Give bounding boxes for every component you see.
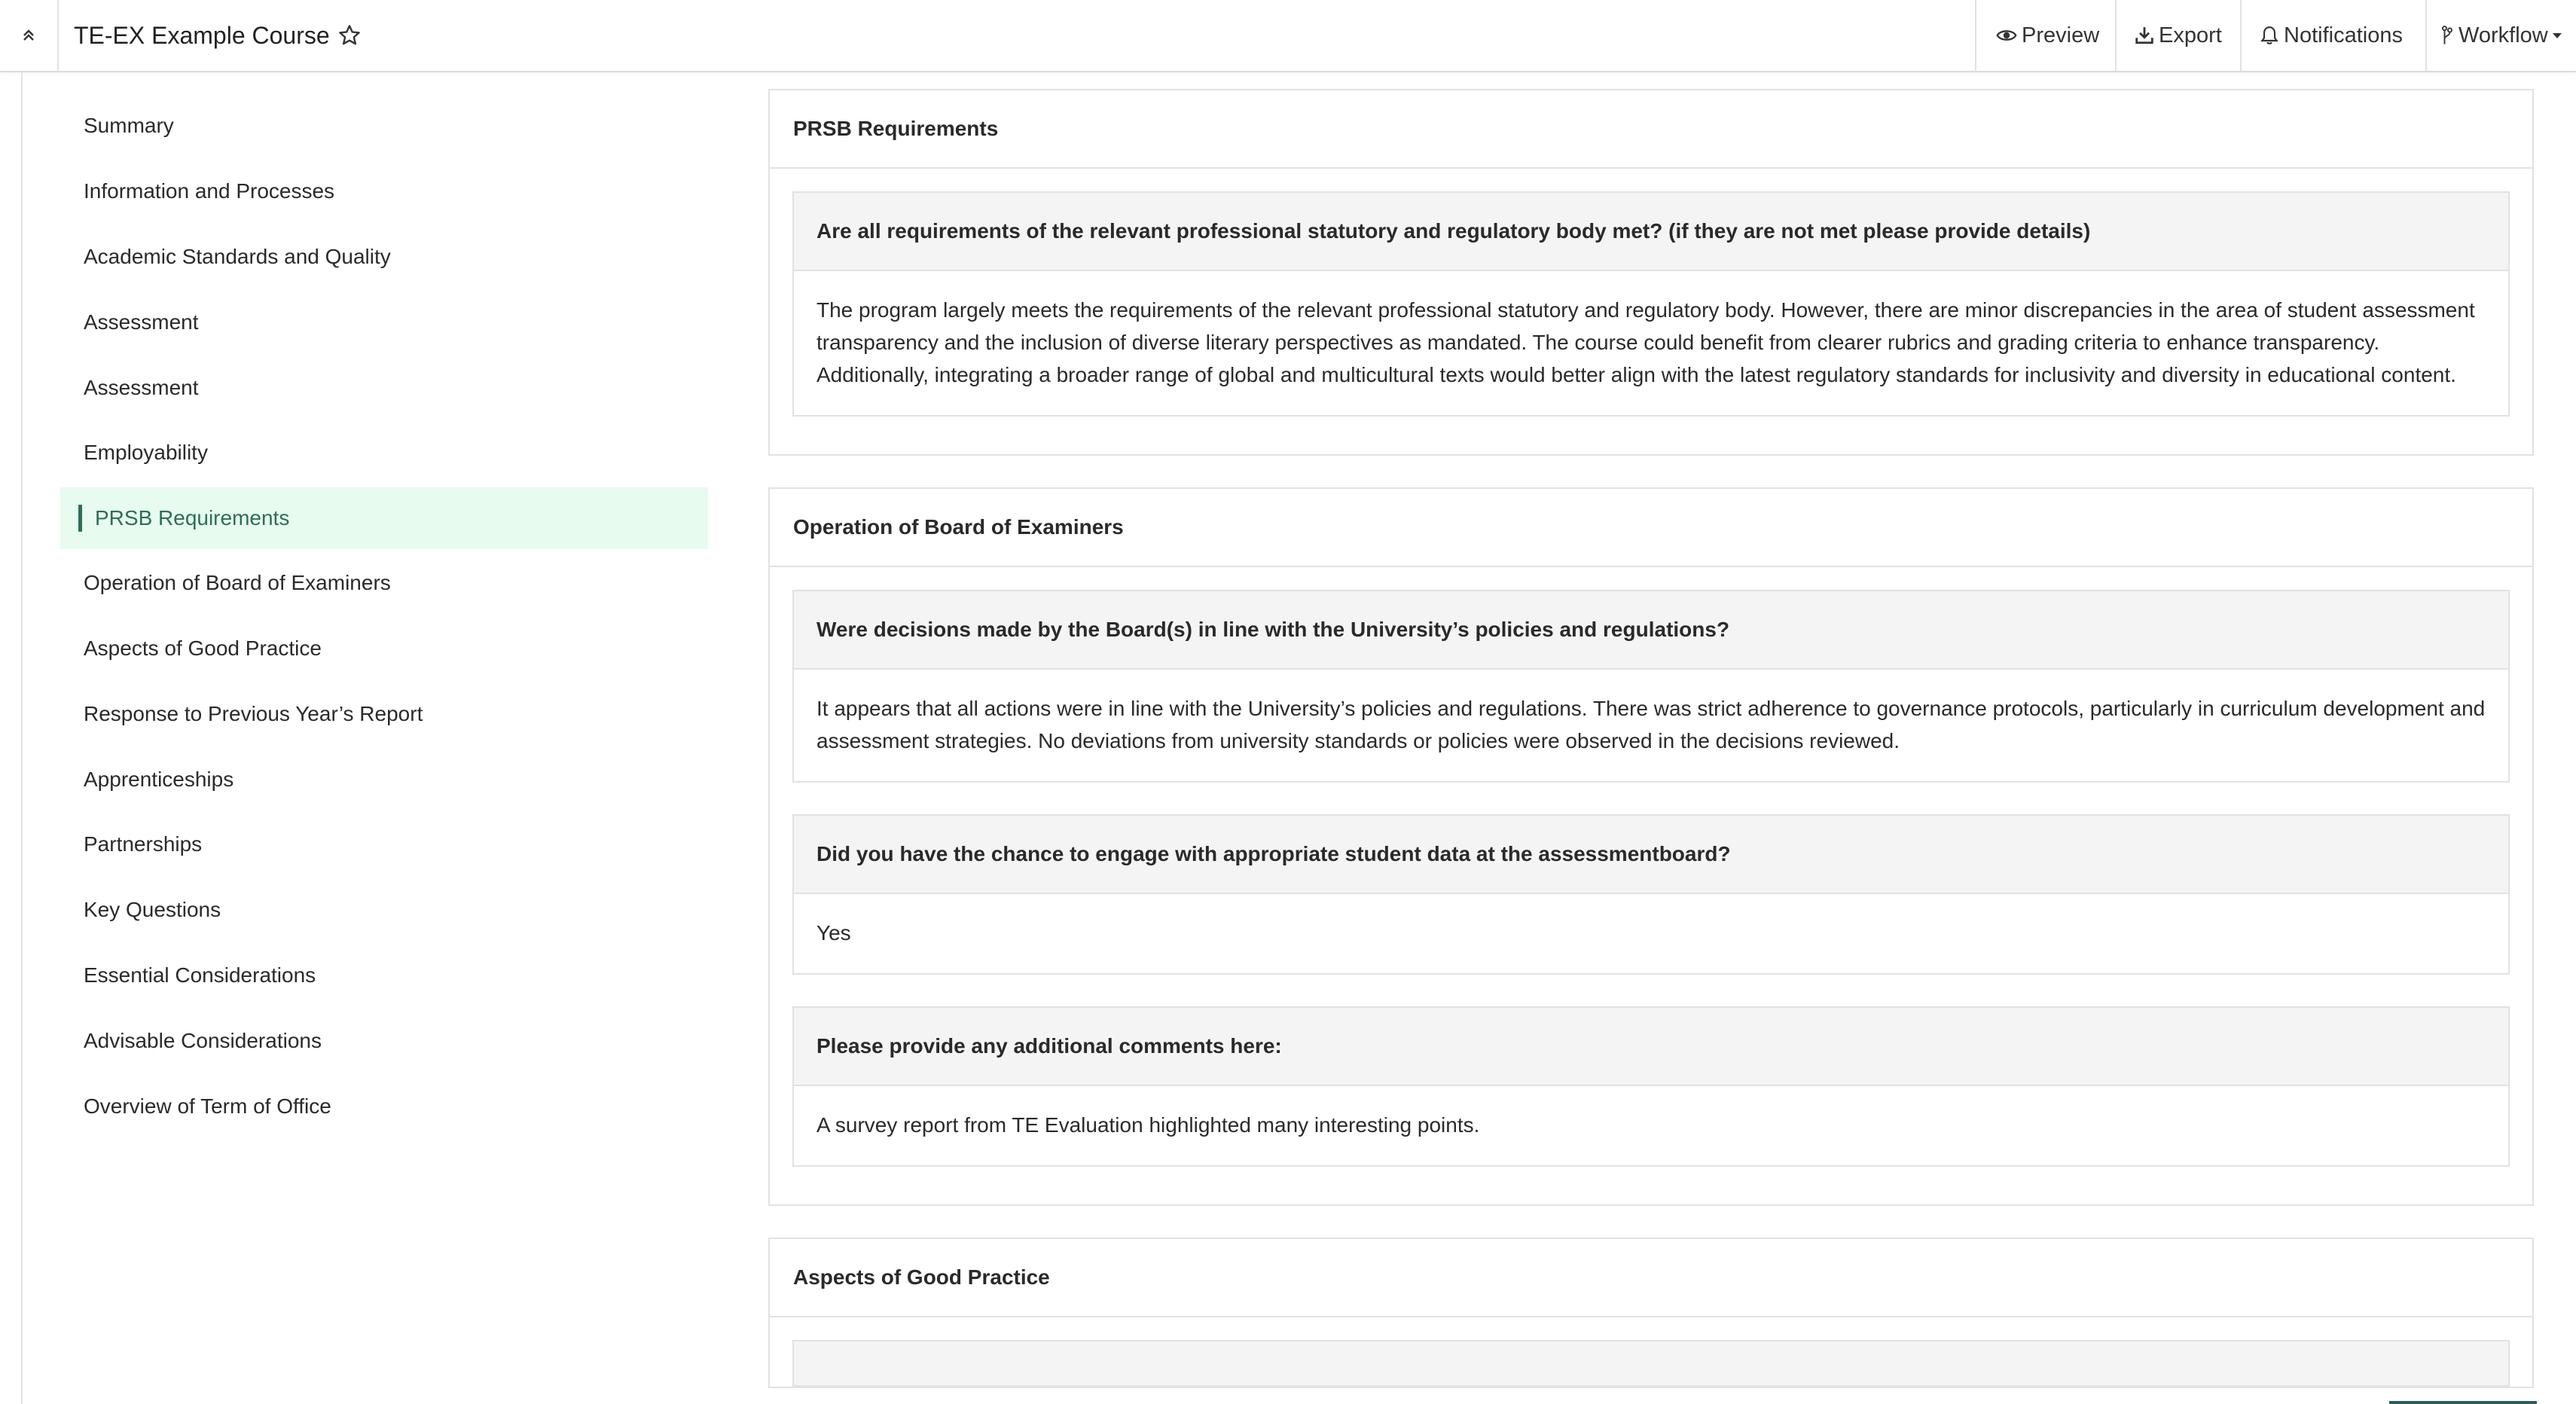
course-title-text: TE-EX Example Course bbox=[74, 21, 330, 49]
sidebar-item-board-of-examiners[interactable] bbox=[60, 551, 708, 616]
notifications-label: Notifications bbox=[2284, 23, 2403, 47]
main-content bbox=[768, 89, 2534, 1404]
sidebar-item-label: Academic Standards and Quality bbox=[84, 244, 391, 268]
section-body bbox=[770, 567, 2532, 1204]
branch-icon bbox=[2440, 25, 2454, 46]
section-good-practice bbox=[768, 1238, 2534, 1388]
workflow-label: Workflow bbox=[2458, 23, 2548, 47]
question-text-truncated bbox=[794, 1341, 2508, 1387]
answer-text: It appears that all actions were in line with the University’s policies and regulations. There was strict adherence to governance protocols, particularly in curriculum development and assessment strategies. No deviations from university standards or policies were observed in the decisions reviewed. bbox=[794, 670, 2508, 781]
question-block bbox=[792, 590, 2510, 783]
sidebar-item-employability[interactable] bbox=[60, 420, 708, 486]
preview-label: Preview bbox=[2022, 23, 2100, 47]
export-label: Export bbox=[2159, 23, 2222, 47]
sidebar-item-previous-year-report[interactable] bbox=[60, 681, 708, 746]
sidebar-item-advisable-considerations[interactable] bbox=[60, 1008, 708, 1073]
export-button[interactable] bbox=[2115, 0, 2240, 71]
sidebar-item-assessment-2[interactable] bbox=[60, 355, 708, 420]
sidebar-item-label: Key Questions bbox=[84, 898, 221, 922]
sidebar-item-academic-standards[interactable] bbox=[60, 224, 708, 290]
sidebar-item-partnerships[interactable] bbox=[60, 812, 708, 878]
sidebar-item-label: Apprenticeships bbox=[84, 767, 234, 791]
sidebar-item-term-of-office[interactable] bbox=[60, 1073, 708, 1139]
section-title: Operation of Board of Examiners bbox=[770, 489, 2532, 567]
sidebar-item-label: Advisable Considerations bbox=[84, 1028, 322, 1052]
sidebar-item-label: Partnerships bbox=[84, 832, 203, 856]
question-text: Are all requirements of the relevant professional statutory and regulatory body met? (if they are not met please provide details) bbox=[794, 193, 2508, 271]
notifications-button[interactable] bbox=[2240, 0, 2425, 71]
answer-text: The program largely meets the requirements of the relevant professional statutory and regulatory body. However, there are minor discrepancies in the area of student assessment transparency and the inclusion of diverse literary perspectives as mandated. The course could benefit from clearer rubrics and grading criteria to enhance transparency. Additionally, integrating a broader range of global and multicultural texts would better align with the latest regulatory standards for inclusivity and diversity in educational content. bbox=[794, 271, 2508, 415]
sidebar-item-label: Essential Considerations bbox=[84, 963, 316, 987]
section-title: Aspects of Good Practice bbox=[770, 1239, 2532, 1317]
question-block bbox=[792, 191, 2510, 417]
sidebar-item-label: Employability bbox=[84, 441, 208, 465]
sidebar-item-label: Operation of Board of Examiners bbox=[84, 571, 391, 595]
workflow-menu-button[interactable] bbox=[2425, 0, 2576, 71]
collapse-sidebar-button[interactable] bbox=[0, 0, 59, 71]
sidebar-item-apprenticeships[interactable] bbox=[60, 746, 708, 812]
bell-icon bbox=[2260, 25, 2279, 46]
question-text: Did you have the chance to engage with appropriate student data at the assessmentboard? bbox=[794, 816, 2508, 894]
eye-icon bbox=[1996, 25, 2017, 46]
active-indicator bbox=[78, 505, 82, 532]
sidebar-item-label: Information and Processes bbox=[84, 179, 335, 203]
sidebar-item-label: Aspects of Good Practice bbox=[84, 636, 322, 660]
section-title: PRSB Requirements bbox=[770, 90, 2532, 169]
sidebar-item-summary[interactable] bbox=[60, 93, 708, 159]
question-text: Please provide any additional comments here: bbox=[794, 1008, 2508, 1086]
sidebar-item-label: Response to Previous Year’s Report bbox=[84, 701, 423, 725]
question-block bbox=[792, 1006, 2510, 1167]
sidebar-item-assessment-1[interactable] bbox=[60, 289, 708, 355]
sidebar-item-prsb-requirements[interactable] bbox=[60, 487, 708, 549]
sidebar-nav bbox=[60, 93, 708, 1139]
sidebar-item-label: Overview of Term of Office bbox=[84, 1094, 331, 1118]
floating-tab[interactable] bbox=[2389, 1401, 2537, 1404]
sidebar-item-essential-considerations[interactable] bbox=[60, 943, 708, 1009]
question-text: Were decisions made by the Board(s) in line with the University’s policies and regulations? bbox=[794, 591, 2508, 670]
sidebar-item-label: PRSB Requirements bbox=[95, 505, 290, 530]
section-body bbox=[770, 1317, 2532, 1387]
answer-text: Yes bbox=[794, 894, 2508, 973]
double-chevron-up-icon bbox=[20, 27, 37, 44]
sidebar-item-label: Assessment bbox=[84, 310, 199, 334]
page-title bbox=[74, 0, 362, 71]
answer-text: A survey report from TE Evaluation highlighted many interesting points. bbox=[794, 1086, 2508, 1165]
section-body bbox=[770, 169, 2532, 454]
preview-button[interactable] bbox=[1975, 0, 2115, 71]
caret-down-icon bbox=[2551, 29, 2563, 41]
question-block bbox=[792, 1340, 2510, 1387]
section-prsb-requirements bbox=[768, 89, 2534, 456]
sidebar-item-information-and-processes[interactable] bbox=[60, 159, 708, 224]
sidebar-item-label: Assessment bbox=[84, 375, 199, 399]
sidebar-rail bbox=[21, 72, 23, 1404]
header-actions bbox=[1975, 0, 2576, 71]
sidebar-item-label: Summary bbox=[84, 114, 174, 138]
section-board-of-examiners bbox=[768, 487, 2534, 1206]
question-block bbox=[792, 814, 2510, 975]
star-outline-icon[interactable] bbox=[337, 23, 362, 47]
sidebar-item-good-practice[interactable] bbox=[60, 616, 708, 682]
top-bar bbox=[0, 0, 2576, 72]
download-icon bbox=[2135, 26, 2154, 45]
sidebar-item-key-questions[interactable] bbox=[60, 878, 708, 943]
